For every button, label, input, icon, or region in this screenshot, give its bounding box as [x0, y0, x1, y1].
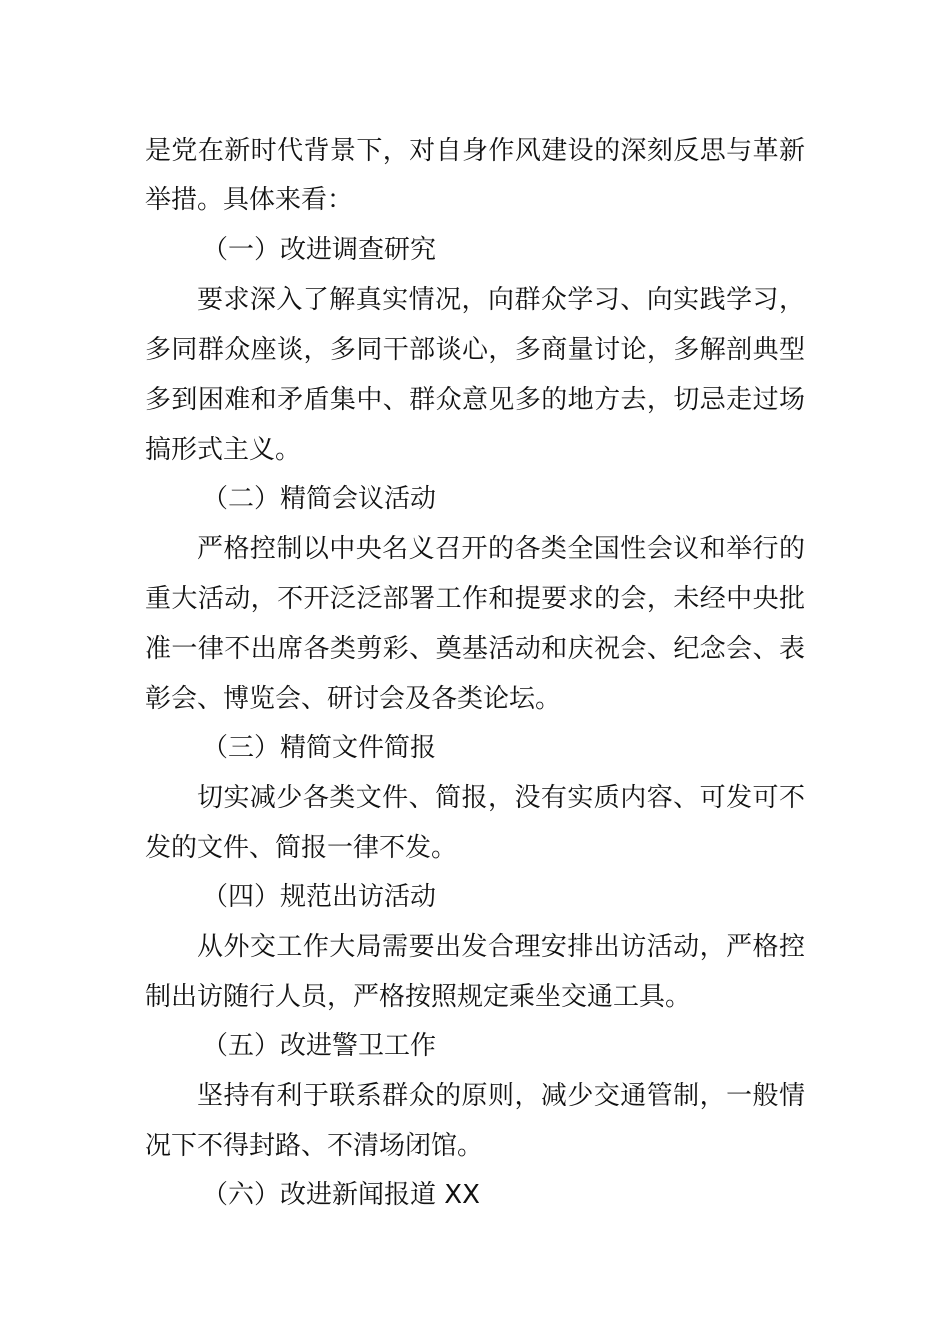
section-heading: （五）改进警卫工作: [202, 1031, 437, 1061]
intro-line: 举措。具体来看：: [145, 185, 354, 215]
paragraph-line: 切实减少各类文件、简报，没有实质内容、可发可不: [197, 783, 805, 813]
paragraph-line: 发的文件、简报一律不发。: [145, 833, 458, 863]
paragraph-line: 多到困难和矛盾集中、群众意见多的地方去，切忌走过场: [145, 385, 805, 415]
paragraph-line: 从外交工作大局需要出发合理安排出访活动，严格控: [197, 932, 805, 962]
paragraph-line: 制出访随行人员，严格按照规定乘坐交通工具。: [145, 982, 692, 1012]
section-heading: （六）改进新闻报道 XX: [202, 1180, 480, 1210]
paragraph-line: 多同群众座谈，多同干部谈心，多商量讨论，多解剖典型: [145, 335, 805, 365]
paragraph-line: 彰会、博览会、研讨会及各类论坛。: [145, 684, 562, 714]
section-heading: （二）精简会议活动: [202, 484, 437, 514]
paragraph-line: 严格控制以中央名义召开的各类全国性会议和举行的: [197, 534, 805, 564]
intro-line: 是党在新时代背景下，对自身作风建设的深刻反思与革新: [145, 136, 805, 166]
paragraph-line: 重大活动，不开泛泛部署工作和提要求的会，未经中央批: [145, 584, 805, 614]
section-heading: （三）精简文件简报: [202, 733, 437, 763]
paragraph-line: 准一律不出席各类剪彩、奠基活动和庆祝会、纪念会、表: [145, 634, 805, 664]
section-heading: （一）改进调查研究: [202, 235, 437, 265]
paragraph-line: 坚持有利于联系群众的原则，减少交通管制，一般情: [197, 1081, 805, 1111]
paragraph-line: 搞形式主义。: [145, 435, 302, 465]
section-heading: （四）规范出访活动: [202, 882, 437, 912]
paragraph-line: 况下不得封路、不清场闭馆。: [145, 1131, 484, 1161]
paragraph-line: 要求深入了解真实情况，向群众学习、向实践学习，: [197, 285, 805, 315]
